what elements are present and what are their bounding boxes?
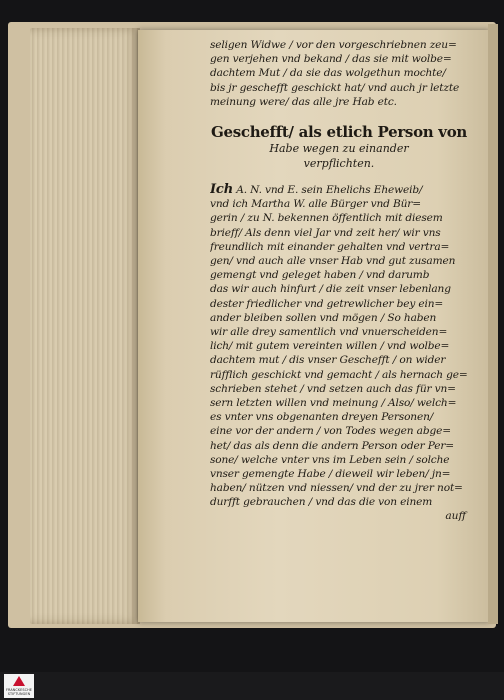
text-line: ander bleiben sollen vnd mögen / So haben (210, 311, 437, 324)
text-line: gerin / zu N. bekennen öffentlich mit diesem (210, 212, 443, 225)
text-line: schrieben stehet / vnd setzen auch das für vn= (210, 382, 456, 395)
text-line: sern letzten willen vnd meinung / Also/ welch= (210, 397, 457, 410)
text-line (210, 183, 468, 197)
text-line: wir alle drey samentlich vnd vnuerscheiden= (210, 326, 448, 339)
text-line: het/ das als denn die andern Person oder Per= (210, 439, 454, 452)
text-line: dachtem Mut / da sie das wolgethun mochte/ (210, 67, 446, 80)
text-line: gen verjehen vnd bekand / das sie mit wolbe= (210, 53, 452, 66)
text-line: gemengt vnd geleget haben / vnd darumb (210, 269, 430, 282)
viewer-footer (0, 672, 504, 700)
text-line: vnser gemengte Habe / dieweil wir leben/ jn= (210, 468, 451, 481)
text-line: seligen Widwe / vor den vorgeschriebnen zeu= (210, 39, 457, 51)
page-text (210, 38, 468, 522)
heading-subtitle-line: verpflichten. (303, 157, 375, 171)
page-right-edge (488, 24, 498, 624)
logo-text-line: STIFTUNGEN (7, 692, 31, 696)
text-line: brieff/ Als denn viel Jar vnd zeit her/ wir vns (210, 226, 441, 239)
text-line: meinung were/ das alle jre Hab etc. (210, 95, 397, 108)
text-line: durfft gebrauchen / vnd das die von einem (210, 496, 433, 509)
initial-word: Ich (210, 183, 233, 198)
text-line: dester friedlicher vnd getrewlicher bey ein= (210, 297, 444, 310)
text-line: sone/ welche vnter vns im Leben sein / solche (210, 453, 450, 466)
text-line: bis jr geschefft geschickt hat/ vnd auch jr letzte (210, 81, 460, 94)
text-line: rüfflich geschickt vnd gemacht / als hernach ge= (210, 368, 468, 381)
text-line: haben/ nützen vnd niessen/ vnd der zu jrer not= (210, 482, 463, 495)
text-line: vnd ich Martha W. alle Bürger vnd Bür= (210, 198, 421, 211)
logo-text (6, 688, 32, 696)
intro-paragraph (210, 38, 468, 109)
body-paragraph (210, 183, 468, 510)
heading-subtitle-line: Habe wegen zu einander (269, 142, 409, 156)
text-line: es vnter vns obgenanten dreyen Personen/ (210, 411, 434, 424)
text-line-rest: A. N. vnd E. sein Ehelichs Eheweib/ (233, 184, 423, 197)
institution-logo[interactable] (4, 674, 34, 698)
page-edges (30, 28, 140, 624)
text-line: gen/ vnd auch alle vnser Hab vnd gut zusamen (210, 255, 456, 268)
section-heading (210, 123, 468, 171)
logo-mark-icon (13, 676, 25, 686)
catchword: auff (445, 509, 466, 522)
logo-text-line: FRANCKESCHE (5, 688, 33, 692)
text-line: freundlich mit einander gehalten vnd vertra= (210, 240, 450, 253)
text-line: dachtem mut / dis vnser Geschefft / on wider (210, 354, 446, 367)
text-line: lich/ mit gutem vereinten willen / vnd wolbe= (210, 340, 450, 353)
text-line: eine vor der andern / von Todes wegen abge= (210, 425, 451, 438)
text-line: das wir auch hinfurt / die zeit vnser lebenlang (210, 283, 451, 296)
heading-title: Geschefft/ als etlich Person von (210, 123, 468, 142)
